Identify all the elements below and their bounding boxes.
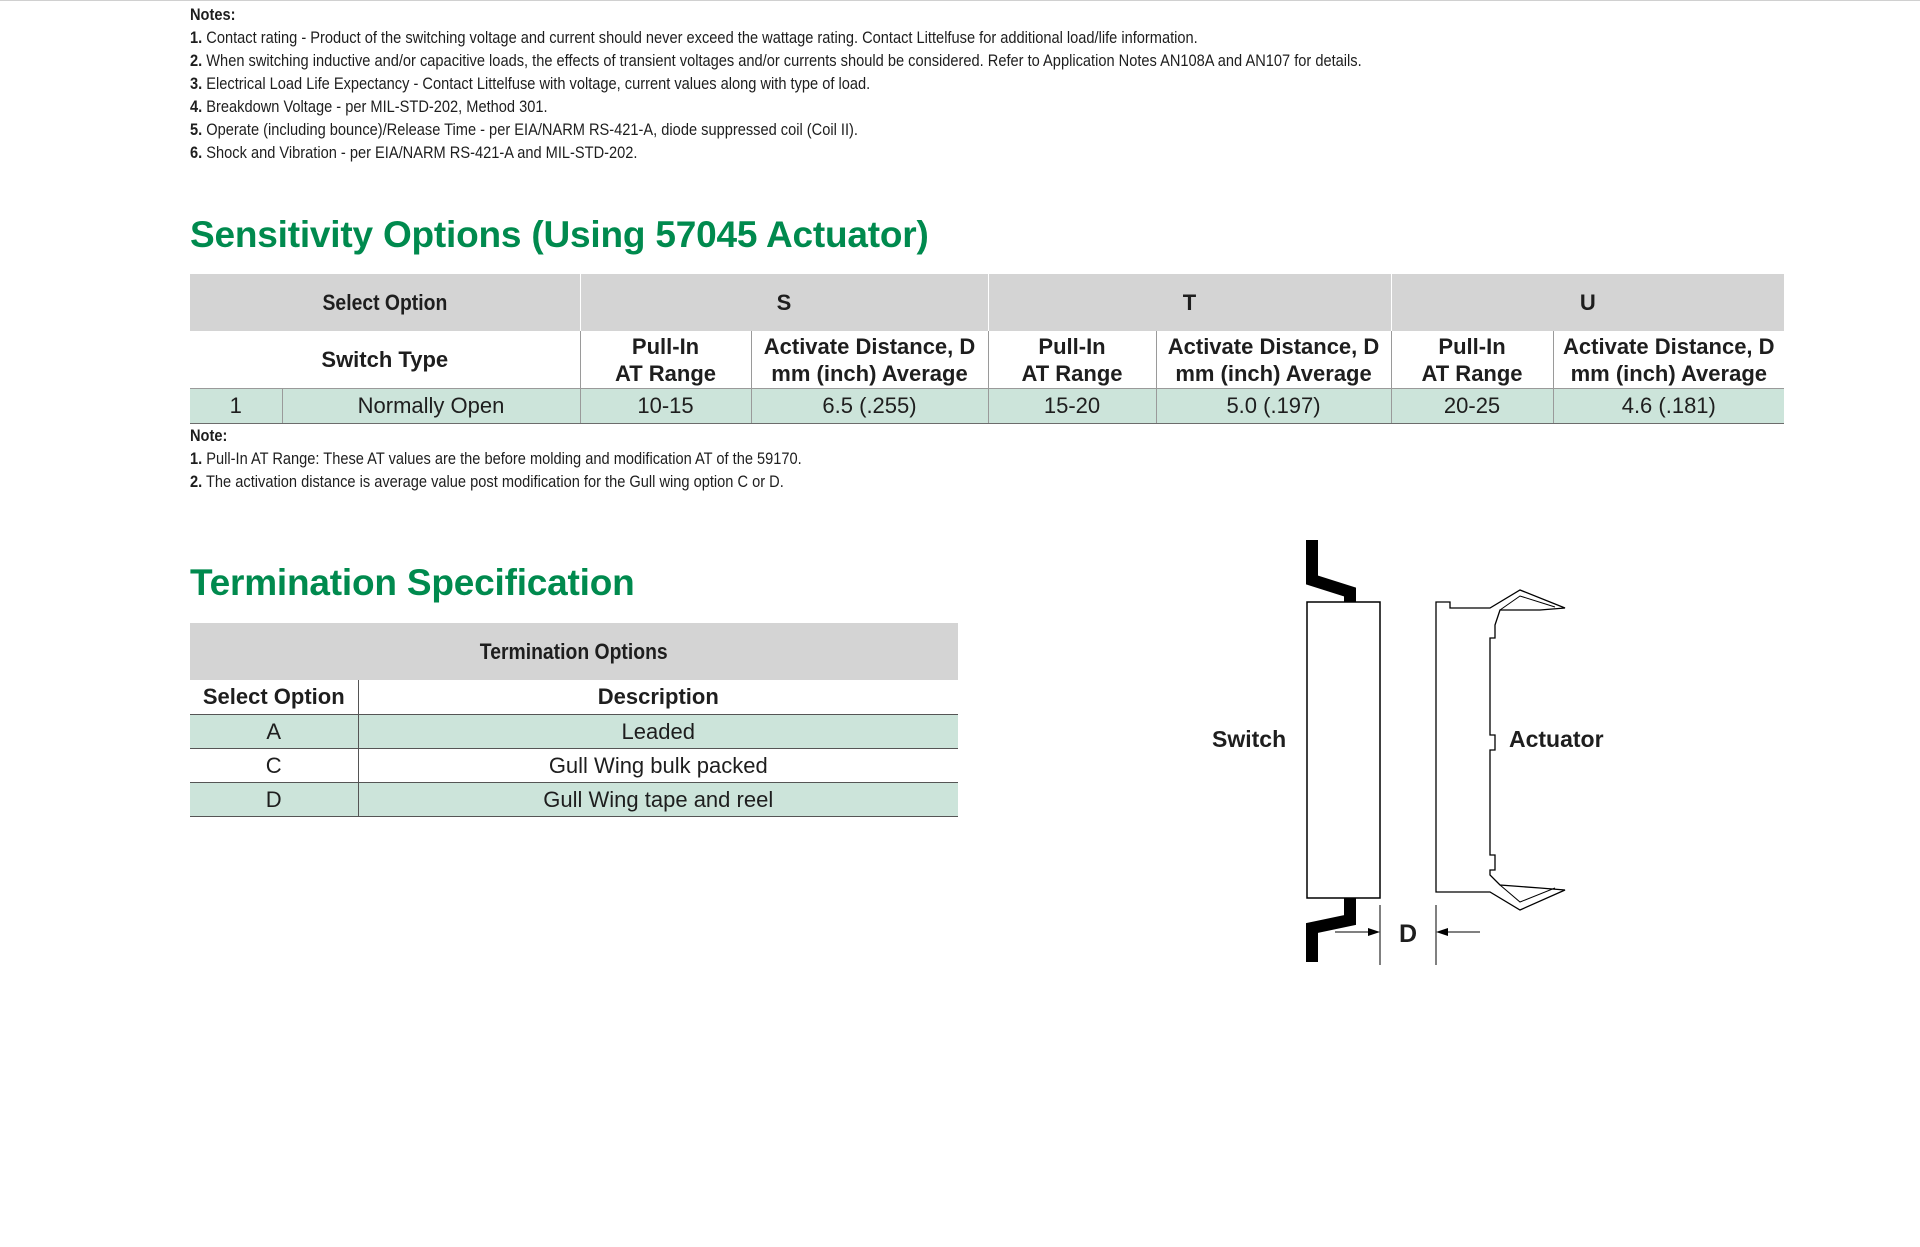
notes-heading: Notes: bbox=[190, 5, 236, 24]
group-s-header: S bbox=[580, 274, 988, 331]
termination-title: Termination Specification bbox=[190, 562, 635, 603]
description-column-header: Description bbox=[358, 680, 958, 715]
sensitivity-notes bbox=[190, 424, 1136, 493]
termination-header-row bbox=[190, 623, 958, 680]
dimension-arrowhead-right bbox=[1436, 928, 1448, 936]
termination-table bbox=[190, 623, 958, 817]
description-cell: Gull Wing tape and reel bbox=[358, 783, 958, 817]
note-item: 1. Contact rating - Product of the switching voltage and current should never exceed the wattage rating. Contact Littelfuse for additional load/life information. bbox=[190, 28, 1198, 47]
dimension-d-label: D bbox=[1399, 920, 1418, 948]
activate-distance-header: Activate Distance, D mm (inch) Average bbox=[751, 331, 988, 389]
switch-type-header: Switch Type bbox=[190, 331, 580, 389]
sensitivity-header-row bbox=[190, 274, 1784, 331]
pull-in-header: Pull-In AT Range bbox=[988, 331, 1156, 389]
t-distance-value: 5.0 (.197) bbox=[1156, 389, 1391, 424]
termination-subheader-row bbox=[190, 680, 958, 715]
note-item: 3. Electrical Load Life Expectancy - Contact Littelfuse with voltage, current values along with type of load. bbox=[190, 74, 871, 93]
switch-actuator-diagram bbox=[1200, 530, 1620, 970]
sensitivity-title: Sensitivity Options (Using 57045 Actuator) bbox=[190, 214, 929, 255]
dimension-arrowhead-left bbox=[1368, 928, 1380, 936]
note-item: 6. Shock and Vibration - per EIA/NARM RS-421-A and MIL-STD-202. bbox=[190, 143, 638, 162]
note-item: 1. Pull-In AT Range: These AT values are the before molding and modification AT of the 59170. bbox=[190, 449, 802, 468]
group-t-header: T bbox=[988, 274, 1391, 331]
table-row bbox=[190, 749, 958, 783]
switch-body bbox=[1307, 602, 1380, 898]
t-range-value: 15-20 bbox=[988, 389, 1156, 424]
sensitivity-table bbox=[190, 274, 1784, 424]
sensitivity-notes-heading: Note: bbox=[190, 426, 228, 445]
option-cell: C bbox=[190, 749, 358, 783]
sensitivity-subheader-row bbox=[190, 331, 1784, 389]
description-cell: Leaded bbox=[358, 715, 958, 749]
table-row bbox=[190, 783, 958, 817]
note-item: 4. Breakdown Voltage - per MIL-STD-202, Method 301. bbox=[190, 97, 548, 116]
table-row bbox=[190, 389, 1784, 424]
pull-in-header: Pull-In AT Range bbox=[1391, 331, 1553, 389]
notes-section bbox=[190, 3, 1480, 164]
group-u-header: U bbox=[1391, 274, 1784, 331]
s-distance-value: 6.5 (.255) bbox=[751, 389, 988, 424]
top-border-line bbox=[0, 0, 1920, 1]
table-row bbox=[190, 715, 958, 749]
s-range-value: 10-15 bbox=[580, 389, 751, 424]
row-number: 1 bbox=[190, 389, 282, 424]
actuator-label: Actuator bbox=[1509, 726, 1604, 752]
option-cell: A bbox=[190, 715, 358, 749]
note-item: 2. When switching inductive and/or capacitive loads, the effects of transient voltages and/or currents should be considered. Refer to Application Notes AN108A and AN107 for details. bbox=[190, 51, 1362, 70]
activate-distance-header: Activate Distance, D mm (inch) Average bbox=[1553, 331, 1784, 389]
activate-distance-header: Activate Distance, D mm (inch) Average bbox=[1156, 331, 1391, 389]
switch-top-lead bbox=[1312, 540, 1350, 602]
description-cell: Gull Wing bulk packed bbox=[358, 749, 958, 783]
switch-type-value: Normally Open bbox=[282, 389, 580, 424]
select-option-header: Select Option bbox=[322, 289, 448, 315]
select-option-column-header: Select Option bbox=[190, 680, 358, 715]
note-item: 5. Operate (including bounce)/Release Time - per EIA/NARM RS-421-A, diode suppressed coil (Coil II). bbox=[190, 120, 858, 139]
actuator-claw-top bbox=[1500, 596, 1555, 610]
switch-bottom-lead bbox=[1312, 898, 1350, 962]
u-distance-value: 4.6 (.181) bbox=[1553, 389, 1784, 424]
note-item: 2. The activation distance is average value post modification for the Gull wing option C or D. bbox=[190, 472, 784, 491]
termination-options-header: Termination Options bbox=[480, 638, 668, 664]
switch-label: Switch bbox=[1212, 726, 1287, 752]
option-cell: D bbox=[190, 783, 358, 817]
u-range-value: 20-25 bbox=[1391, 389, 1553, 424]
pull-in-header: Pull-In AT Range bbox=[580, 331, 751, 389]
